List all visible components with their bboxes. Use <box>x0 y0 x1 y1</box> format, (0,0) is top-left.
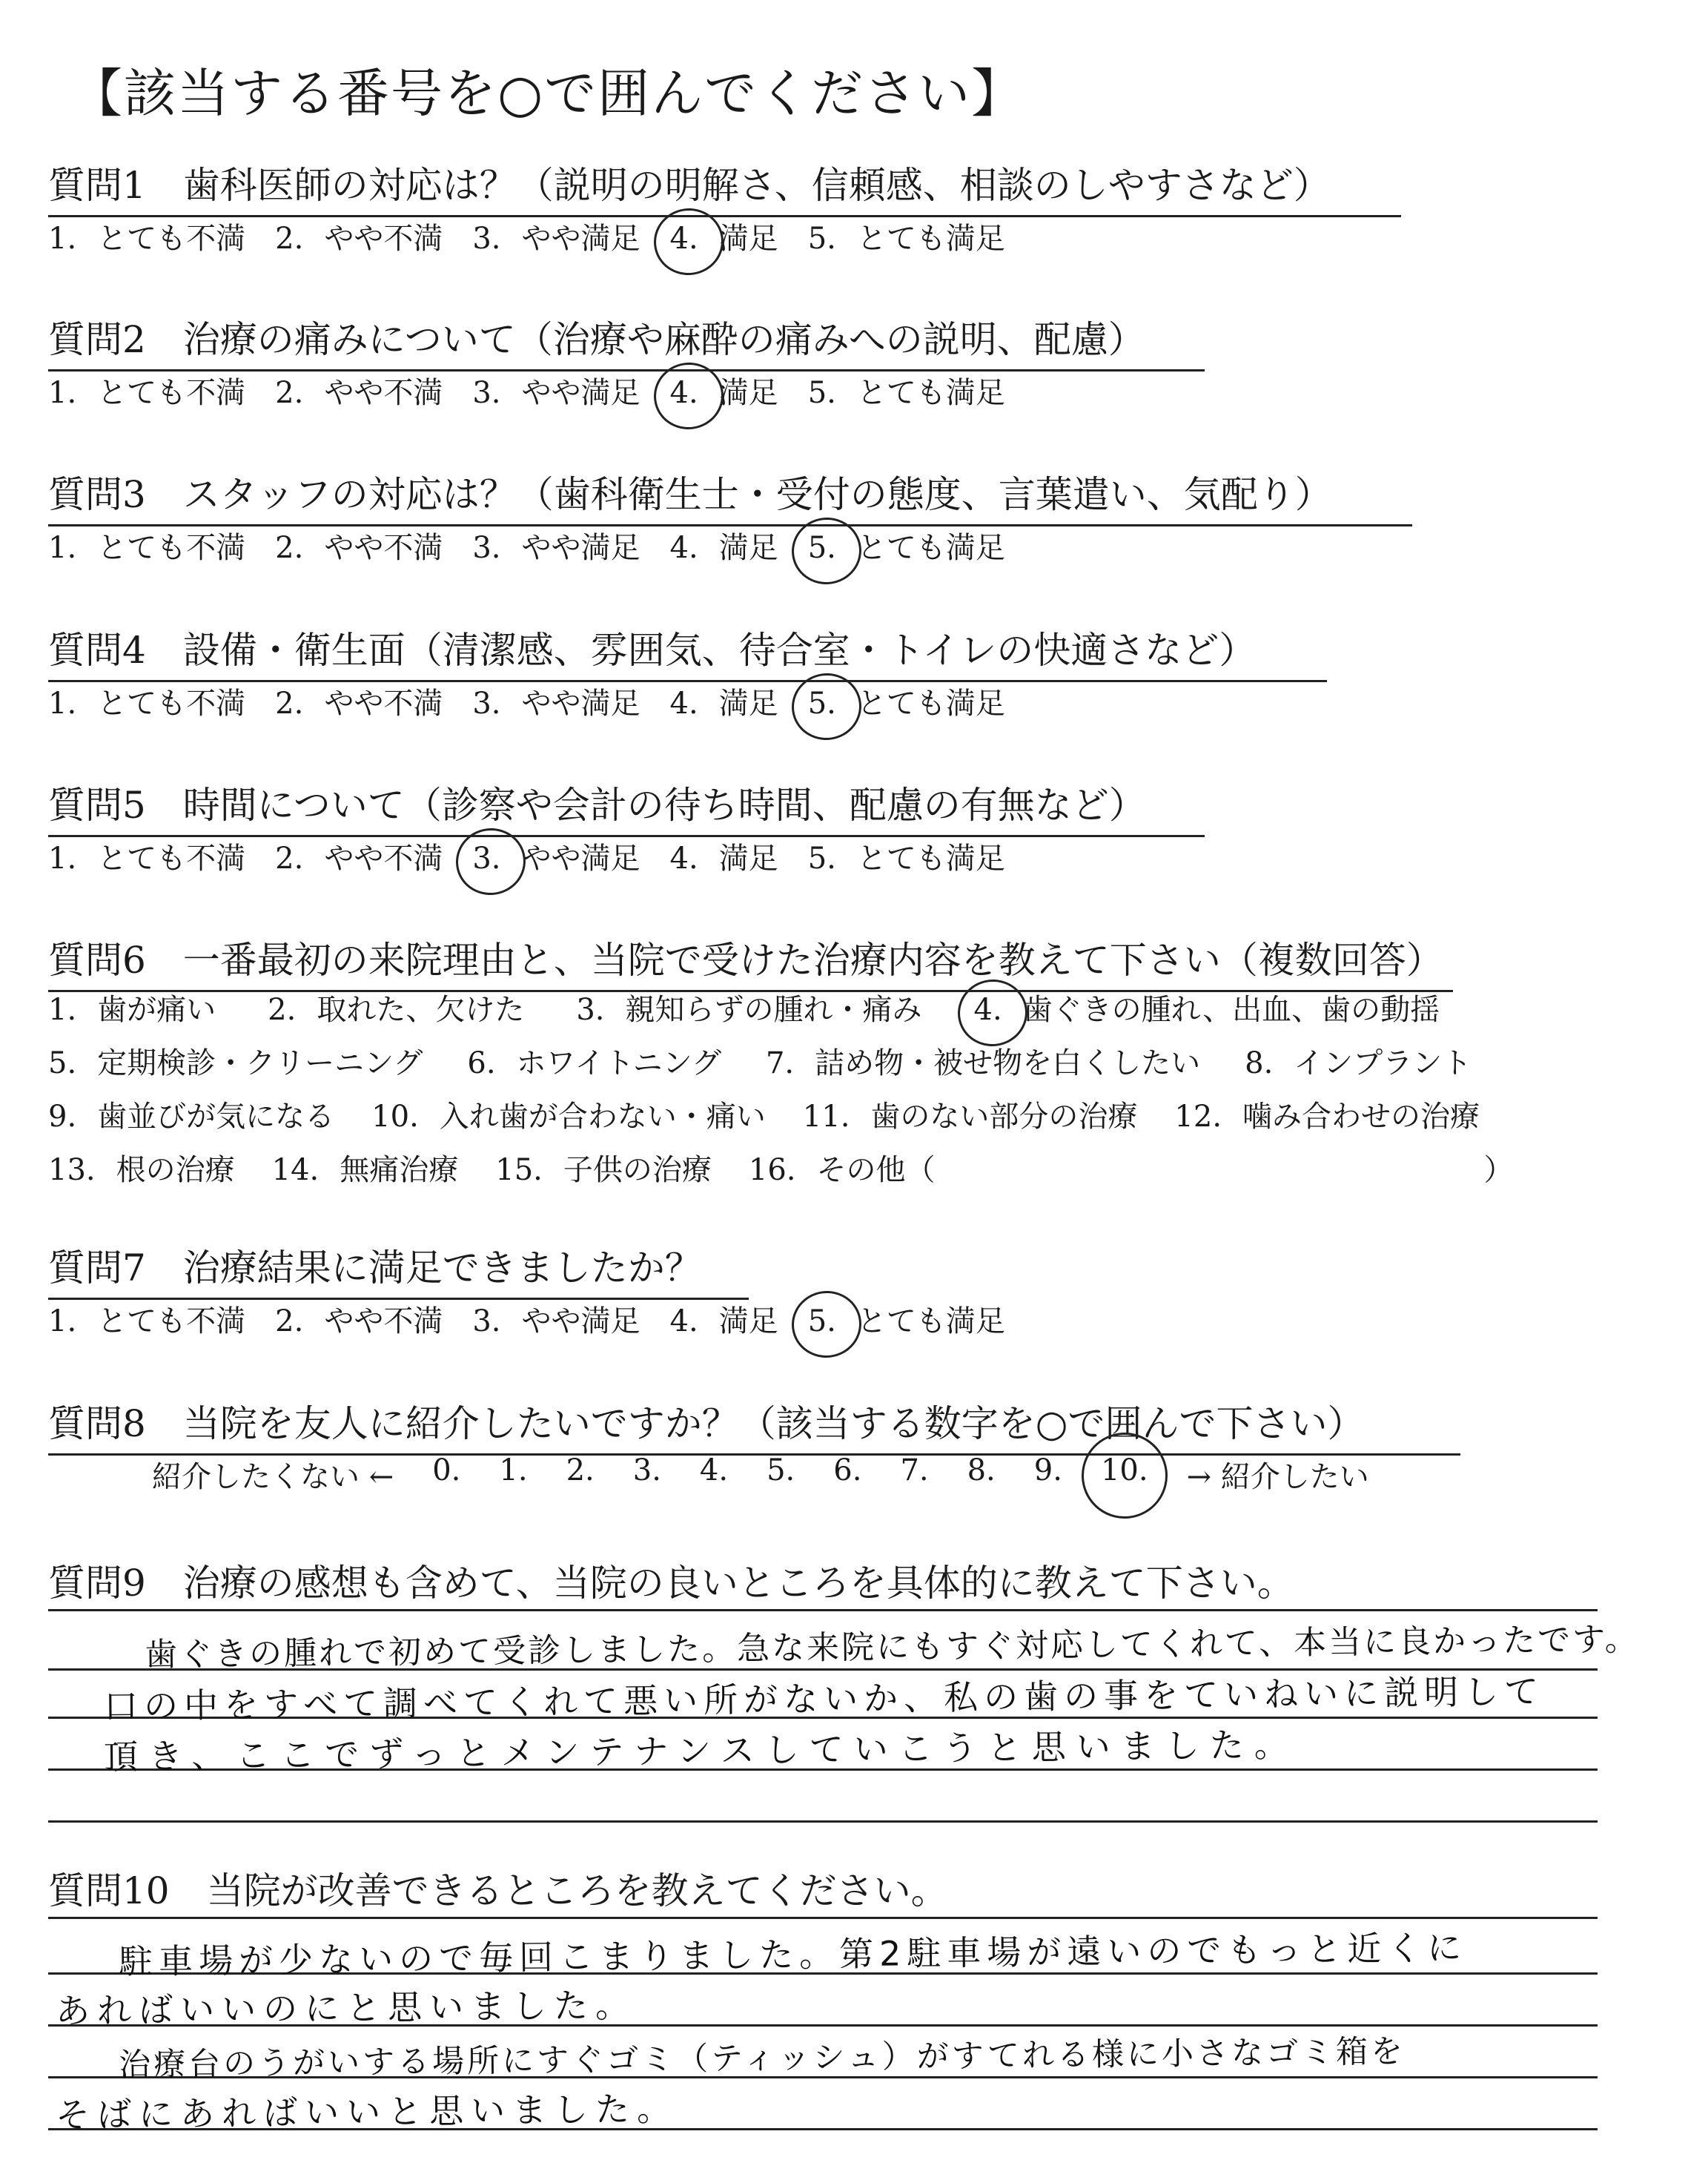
option-number: 2. <box>275 1304 304 1338</box>
question-8-label: 質問8 当院を友人に紹介したいですか？（該当する数字を○で囲んで下さい） <box>48 1394 1460 1456</box>
option-text: やや満足 <box>521 376 640 410</box>
q6-option: 3. 親知らずの腫れ・痛み <box>576 993 922 1027</box>
option-selected <box>472 835 640 877</box>
option-text: 満足 <box>718 842 778 876</box>
option <box>48 680 245 722</box>
option <box>670 524 778 567</box>
option-number: 4. <box>669 1304 698 1338</box>
option <box>472 680 640 722</box>
question-1-label: 質問1 歯科医師の対応は？（説明の明解さ、信頼感、相談のしやすさなど） <box>48 156 1401 217</box>
question-3-options <box>48 524 1035 567</box>
scale-num: 0. <box>432 1453 461 1487</box>
question-7-options <box>48 1298 1035 1340</box>
option <box>670 835 778 877</box>
option-selected <box>808 524 1005 567</box>
option-text: とても満足 <box>856 687 1005 721</box>
option-text: やや不満 <box>324 222 443 256</box>
option-number: 4. <box>669 376 698 410</box>
option <box>48 1298 245 1340</box>
option-text: やや満足 <box>521 842 640 876</box>
option-number: 5. <box>807 687 836 721</box>
option-number: 1. <box>48 1304 77 1338</box>
option-text: とても不満 <box>97 842 246 876</box>
option-text: とても満足 <box>856 376 1005 410</box>
option-number: 1. <box>48 687 77 721</box>
option-text: やや不満 <box>324 842 443 876</box>
option <box>472 215 640 257</box>
option-number: 1. <box>48 376 77 410</box>
option-selected <box>808 1298 1005 1340</box>
option-number: 2. <box>275 687 304 721</box>
option-number: 1. <box>48 531 77 565</box>
option-number: 5. <box>807 842 836 876</box>
scale-num: 1. <box>499 1453 528 1487</box>
q6-option: 5. 定期検診・クリーニング <box>48 1046 423 1080</box>
option-text: とても満足 <box>856 531 1005 565</box>
option <box>670 680 778 722</box>
q10-answer-line-2: あればいいのにと思いました。 <box>55 1984 638 2032</box>
option-selected <box>808 680 1005 722</box>
option <box>808 835 1005 877</box>
scale-num: 6. <box>833 1453 862 1487</box>
option-number: 5. <box>807 531 836 565</box>
scale-right-label: → 紹介したい <box>1186 1460 1369 1494</box>
option-number: 4. <box>669 687 698 721</box>
option-number: 5. <box>807 376 836 410</box>
question-6-options <box>48 986 1664 1201</box>
option-number: 2. <box>275 376 304 410</box>
q6-option-selected: 4. 歯ぐきの腫れ、出血、歯の動揺 <box>973 993 1440 1027</box>
option-text: とても不満 <box>97 222 246 256</box>
option-text: とても満足 <box>856 842 1005 876</box>
option <box>472 1298 640 1340</box>
q6-row-3 <box>48 1093 1509 1135</box>
q6-option: 14. 無痛治療 <box>271 1153 459 1187</box>
question-10-label: 質問10 当院が改善できるところを教えてください。 <box>48 1869 948 1912</box>
question-2-options <box>48 369 1035 412</box>
option-text: やや不満 <box>324 1304 443 1338</box>
q6-row-4 <box>48 1146 1605 1189</box>
q6-option: 12. 噛み合わせの治療 <box>1174 1100 1480 1134</box>
question-4-label: 質問4 設備・衛生面（清潔感、雰囲気、待合室・トイレの快適さなど） <box>48 621 1327 682</box>
answer-line <box>48 1609 1598 1611</box>
option-text: とても満足 <box>856 1304 1005 1338</box>
option-text: やや不満 <box>324 687 443 721</box>
option <box>275 369 443 412</box>
option-text: とても不満 <box>97 376 246 410</box>
option-number: 1. <box>48 842 77 876</box>
option-text: とても不満 <box>97 687 246 721</box>
option-text: やや満足 <box>521 687 640 721</box>
q6-option: 15. 子供の治療 <box>495 1153 712 1187</box>
option <box>808 369 1005 412</box>
question-1-options <box>48 215 1035 257</box>
option-text: とても不満 <box>97 1304 246 1338</box>
option-text: 満足 <box>718 222 778 256</box>
question-8-scale <box>152 1453 1408 1496</box>
q6-option: 7. 詰め物・被せ物を白くしたい <box>765 1046 1201 1080</box>
option <box>275 680 443 722</box>
option-number: 4. <box>669 222 698 256</box>
q6-other-close: ） <box>1483 1153 1514 1187</box>
option-text: とても満足 <box>856 222 1005 256</box>
option <box>472 369 640 412</box>
question-3-label: 質問3 スタッフの対応は？（歯科衛生士・受付の態度、言葉遣い、気配り） <box>48 465 1412 526</box>
q6-option: 2. 取れた、欠けた <box>268 993 525 1027</box>
option-text: やや満足 <box>521 531 640 565</box>
question-5-label: 質問5 時間について（診察や会計の待ち時間、配慮の有無など） <box>48 776 1205 837</box>
option-number: 3. <box>472 687 501 721</box>
scale-num: 2. <box>566 1453 595 1487</box>
q6-row-1 <box>48 986 1469 1028</box>
option <box>275 835 443 877</box>
option-number: 5. <box>807 1304 836 1338</box>
q10-answer-line-1: 駐車場が少ないので毎回こまりました。第2駐車場が遠いのでもっと近くに <box>118 1927 1468 1982</box>
answer-line <box>48 1917 1598 1919</box>
question-5-options <box>48 835 1035 877</box>
option <box>808 215 1005 257</box>
answer-line <box>48 1820 1598 1823</box>
question-4-options <box>48 680 1035 722</box>
option-number: 2. <box>275 842 304 876</box>
q6-option: 13. 根の治療 <box>48 1153 235 1187</box>
option-text: 満足 <box>718 376 778 410</box>
option-text: やや満足 <box>521 222 640 256</box>
option-text: やや満足 <box>521 1304 640 1338</box>
q6-option: 8. インプラント <box>1245 1046 1472 1080</box>
option-number: 1. <box>48 222 77 256</box>
option-number: 2. <box>275 531 304 565</box>
option-text: 満足 <box>718 687 778 721</box>
q6-option-other: 16. その他（ <box>748 1153 936 1187</box>
option <box>48 369 245 412</box>
option-number: 4. <box>669 531 698 565</box>
option <box>48 835 245 877</box>
option-number: 2. <box>275 222 304 256</box>
option-text: とても不満 <box>97 531 246 565</box>
option-number: 3. <box>472 1304 501 1338</box>
q10-answer-line-4: そばにあればいいと思いました。 <box>55 2088 679 2136</box>
scale-num: 5. <box>767 1453 795 1487</box>
question-2-label: 質問2 治療の痛みについて（治療や麻酔の痛みへの説明、配慮） <box>48 310 1205 371</box>
scale-num: 4. <box>699 1453 729 1487</box>
q6-row-2 <box>48 1040 1501 1082</box>
option <box>275 215 443 257</box>
option <box>670 1298 778 1340</box>
option-number: 3. <box>472 531 501 565</box>
option-selected <box>670 215 778 257</box>
option-number: 4. <box>669 842 698 876</box>
option-text: 満足 <box>718 1304 778 1338</box>
option <box>275 524 443 567</box>
q9-answer-line-1: 歯ぐきの腫れで初めて受診しました。急な来院にもすぐ対応してくれて、本当に良かったです。 <box>144 1620 1640 1674</box>
scale-num: 9. <box>1033 1453 1062 1487</box>
q10-answer-line-3: 治療台のうがいする場所にすぐゴミ（ティッシュ）がすてれる様に小さなゴミ箱を <box>118 2032 1406 2084</box>
question-7-label: 質問7 治療結果に満足できましたか？ <box>48 1238 749 1300</box>
q9-answer-line-3: 頂き、ここでずっとメンテナンスしていこうと思いました。 <box>103 1724 1300 1777</box>
option-text: やや不満 <box>324 376 443 410</box>
q6-option: 11. 歯のない部分の治療 <box>802 1100 1138 1134</box>
option <box>48 524 245 567</box>
option <box>48 215 245 257</box>
q6-option: 1. 歯が痛い <box>48 993 216 1027</box>
option-number: 3. <box>472 222 501 256</box>
page-title: 【該当する番号を○で囲んでください】 <box>70 63 1025 124</box>
scale-num: 8. <box>967 1453 996 1487</box>
option-number: 3. <box>472 376 501 410</box>
q6-option: 10. 入れ歯が合わない・痛い <box>371 1100 766 1134</box>
option-number: 3. <box>472 842 501 876</box>
option <box>275 1298 443 1340</box>
scale-left-label: 紹介したくない ← <box>152 1460 394 1494</box>
q9-answer-line-2: 口の中をすべて調べてくれて悪い所がないか、私の歯の事をていねいに説明して <box>103 1671 1545 1727</box>
option-text: 満足 <box>718 531 778 565</box>
q6-option: 6. ホワイトニング <box>467 1046 721 1080</box>
option-text: やや不満 <box>324 531 443 565</box>
scale-num-selected: 10. <box>1100 1453 1148 1487</box>
question-6-label: 質問6 一番最初の来院理由と、当院で受けた治療内容を教えて下さい（複数回答） <box>48 931 1453 992</box>
option-selected <box>670 369 778 412</box>
option <box>472 524 640 567</box>
question-9-label: 質問9 治療の感想も含めて、当院の良いところを具体的に教えて下さい。 <box>48 1562 1294 1605</box>
q6-option: 9. 歯並びが気になる <box>48 1100 335 1134</box>
scale-num: 3. <box>632 1453 661 1487</box>
option-number: 5. <box>807 222 836 256</box>
scale-num: 7. <box>900 1453 929 1487</box>
